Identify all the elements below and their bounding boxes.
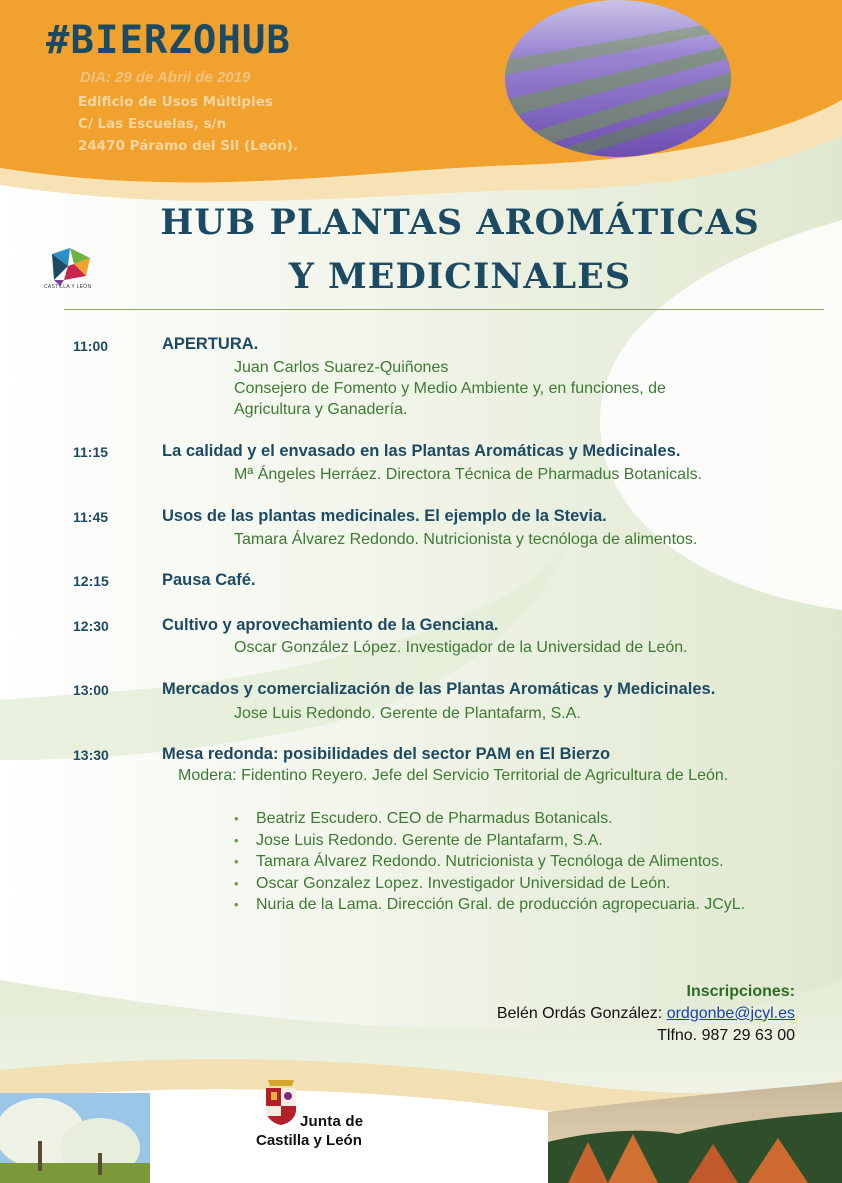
hashtag-title: #BIERZOHUB: [46, 18, 291, 63]
list-item: [234, 851, 794, 873]
agenda-title: Usos de las plantas medicinales. El ejemplo de la Stevia.: [162, 507, 607, 525]
junta-logo-text: Castilla y León: [256, 1132, 362, 1149]
agenda-time: 13:00: [73, 682, 109, 698]
panelist: Jose Luis Redondo. Gerente de Plantafarm, S.A.: [256, 831, 603, 849]
phone-number: Tlfno. 987 29 63 00: [657, 1027, 795, 1044]
address-line: Edificio de Usos Múltiples: [78, 94, 273, 110]
bullet-icon: •: [234, 811, 239, 826]
las-medulas-photo: [548, 1072, 842, 1183]
agenda-time: 12:30: [73, 618, 109, 634]
list-item: [234, 830, 794, 852]
list-item: [234, 894, 776, 916]
agenda-title: Mercados y comercialización de las Plantas Aromáticas y Medicinales.: [162, 680, 716, 698]
registration-contact: [497, 1005, 795, 1023]
agenda-speaker: Mª Ángeles Herráez. Directora Técnica de Pharmadus Botanicals.: [234, 466, 703, 483]
agenda-title: Cultivo y aprovechamiento de la Genciana.: [162, 616, 499, 634]
agenda-time: 13:30: [73, 747, 109, 763]
panelist: Oscar Gonzalez Lopez. Investigador Universidad de León.: [256, 874, 671, 892]
agenda-speaker: Tamara Álvarez Redondo. Nutricionista y tecnóloga de alimentos.: [234, 531, 698, 548]
title-divider: [64, 309, 824, 310]
panel-list: [234, 808, 794, 916]
bullet-icon: •: [234, 875, 239, 891]
lavender-field-photo: [505, 0, 731, 157]
castilla-leon-logo-text: CASTILLA Y LEÓN: [44, 284, 92, 290]
moderator-line: Modera: Fidentino Reyero. Jefe del Servicio Territorial de Agricultura de León.: [178, 767, 729, 784]
bullet-icon: •: [234, 854, 239, 869]
panelist: Tamara Álvarez Redondo. Nutricionista y Tecnóloga de Alimentos.: [256, 853, 724, 870]
agenda-time: 12:15: [73, 573, 109, 589]
event-date: DIA: 29 de Abril de 2019: [80, 69, 251, 86]
blossom-trees-photo: [0, 1093, 150, 1183]
agenda-title: Mesa redonda: posibilidades del sector PAM en El Bierzo: [162, 745, 611, 763]
agenda-speaker: Agricultura y Ganadería.: [234, 401, 408, 418]
contact-name: Belén Ordás González:: [496, 1005, 663, 1022]
address-line: 24470 Páramo del Sil (León).: [78, 138, 299, 154]
agenda-title: Pausa Café.: [162, 571, 256, 589]
bullet-icon: •: [234, 832, 239, 848]
junta-shield-icon: [264, 1078, 298, 1126]
email-link[interactable]: ordgonbe@jcyl.es: [666, 1005, 795, 1022]
junta-logo-text: Junta de: [300, 1113, 364, 1130]
list-item: [234, 808, 794, 830]
agenda-speaker: Oscar González López. Investigador de la Universidad de León.: [234, 639, 688, 656]
panelist: Beatriz Escudero. CEO de Pharmadus Botanicals.: [256, 810, 613, 827]
agenda-speaker: Jose Luis Redondo. Gerente de Plantafarm, S.A.: [234, 705, 581, 722]
agenda-speaker: Juan Carlos Suarez-Quiñones: [234, 359, 449, 376]
page-title-line2: Y MEDICINALES: [288, 256, 632, 297]
agenda-time: 11:45: [73, 509, 109, 525]
agenda-speaker: Consejero de Fomento y Medio Ambiente y, en funciones, de: [234, 380, 666, 397]
list-item: [234, 873, 794, 895]
agenda-title: La calidad y el envasado en las Plantas Aromáticas y Medicinales.: [162, 442, 681, 460]
panelist: Nuria de la Lama. Dirección Gral. de producción agropecuaria. JCyL.: [256, 896, 746, 913]
registration-heading: Inscripciones:: [686, 983, 795, 1000]
agenda-time: 11:00: [73, 338, 109, 354]
page-title-line1: HUB PLANTAS AROMÁTICAS: [160, 202, 760, 243]
address-line: C/ Las Escuelas, s/n: [78, 116, 227, 132]
agenda-title: APERTURA.: [162, 335, 259, 353]
bullet-icon: •: [234, 897, 239, 912]
agenda-time: 11:15: [73, 444, 109, 460]
